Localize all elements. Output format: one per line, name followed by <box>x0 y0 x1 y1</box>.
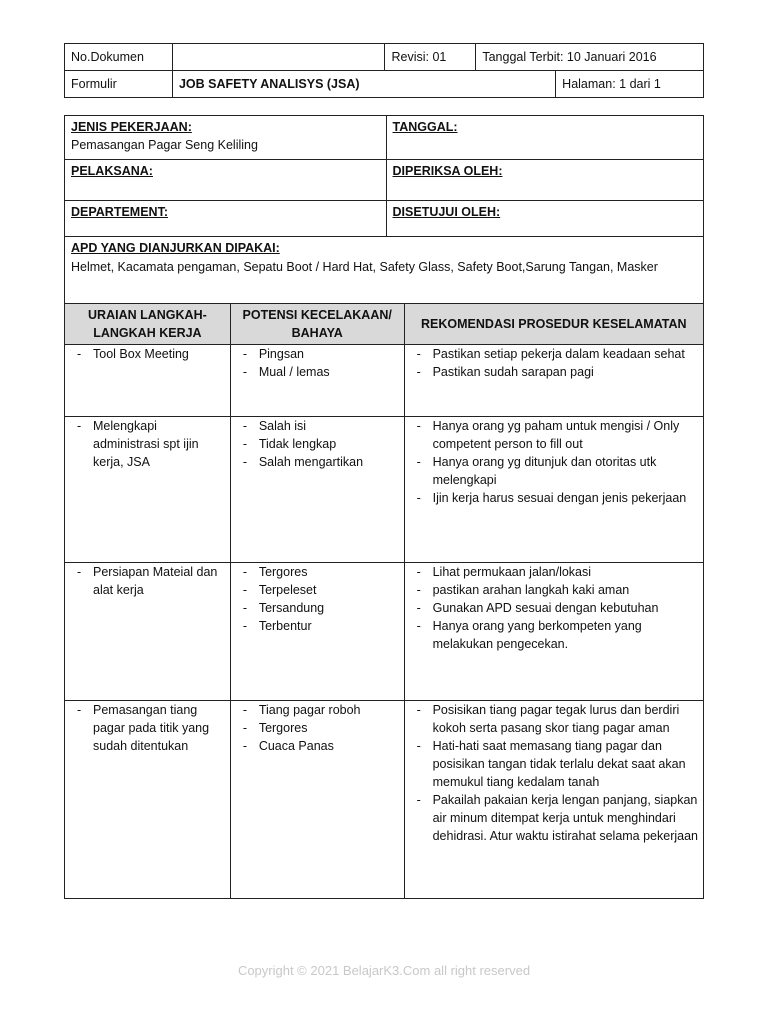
column-header-recommendations: REKOMENDASI PROSEDUR KESELAMATAN <box>404 304 703 345</box>
document-header-table <box>64 43 704 98</box>
formulir-label: Formulir <box>65 71 173 98</box>
halaman: Halaman: 1 dari 1 <box>556 71 704 98</box>
recommendation-cell-list <box>415 563 699 653</box>
list-item: - Hanya orang yang berkompeten yang melakukan pengecekan. <box>415 617 699 653</box>
table-row <box>65 417 704 563</box>
list-item: - Tersandung <box>241 599 400 617</box>
list-item: - Tergores <box>241 563 400 581</box>
departemen-label: DEPARTEMENT: <box>71 205 168 219</box>
table-row <box>65 345 704 417</box>
disetujui-cell <box>386 201 703 237</box>
step-cell-list <box>75 701 226 755</box>
form-title: JOB SAFETY ANALISYS (JSA) <box>172 71 555 98</box>
recommendation-cell <box>404 701 703 899</box>
jenis-pekerjaan-value: Pemasangan Pagar Seng Keliling <box>71 138 258 152</box>
list-item: - Hati-hati saat memasang tiang pagar dan posisikan tangan tidak terlalu dekat saat akan memukul tiang kedalam tanah <box>415 737 699 791</box>
list-item: - Salah isi <box>241 417 400 435</box>
diperiksa-oleh-label: DIPERIKSA OLEH: <box>392 164 503 178</box>
no-dokumen-value <box>172 44 385 71</box>
step-cell-list <box>75 417 226 471</box>
list-item: - Mual / lemas <box>241 363 400 381</box>
list-item: - Pemasangan tiang pagar pada titik yang sudah ditentukan <box>75 701 226 755</box>
list-item: - Pingsan <box>241 345 400 363</box>
jenis-pekerjaan-cell <box>65 116 387 160</box>
apd-cell <box>65 237 704 308</box>
column-header-steps: URAIAN LANGKAH-LANGKAH KERJA <box>65 304 231 345</box>
step-cell <box>65 563 231 701</box>
list-item: - Tergores <box>241 719 400 737</box>
hazard-cell-list <box>241 701 400 755</box>
step-cell-list <box>75 563 226 599</box>
list-item: - Terbentur <box>241 617 400 635</box>
departemen-cell <box>65 201 387 237</box>
tanggal-terbit: Tanggal Terbit: 10 Januari 2016 <box>476 44 704 71</box>
step-cell <box>65 417 231 563</box>
step-cell <box>65 345 231 417</box>
hazard-cell-list <box>241 417 400 471</box>
column-header-hazards: POTENSI KECELAKAAN/ BAHAYA <box>230 304 404 345</box>
recommendation-cell <box>404 417 703 563</box>
pelaksana-label: PELAKSANA: <box>71 164 153 178</box>
list-item: - Terpeleset <box>241 581 400 599</box>
hazard-cell-list <box>241 563 400 635</box>
diperiksa-cell <box>386 160 703 201</box>
list-item: - Hanya orang yg ditunjuk dan otoritas utk melengkapi <box>415 453 699 489</box>
hazard-cell <box>230 417 404 563</box>
list-item: - Posisikan tiang pagar tegak lurus dan berdiri kokoh serta pasang skor tiang pagar aman <box>415 701 699 737</box>
copyright-footer: Copyright © 2021 BelajarK3.Com all right reserved <box>237 963 531 978</box>
disetujui-oleh-label: DISETUJUI OLEH: <box>392 205 501 219</box>
jsa-steps-table <box>64 303 704 899</box>
list-item: - Cuaca Panas <box>241 737 400 755</box>
list-item: - Pakailah pakaian kerja lengan panjang, siapkan air minum ditempat kerja untuk menghindari dehidrasi. Atur waktu istirahat selama pekerjaan <box>415 791 699 845</box>
hazard-cell <box>230 701 404 899</box>
apd-label: APD YANG DIANJURKAN DIPAKAI: <box>71 241 280 255</box>
recommendation-cell-list <box>415 345 699 381</box>
recommendation-cell <box>404 563 703 701</box>
list-item: - Hanya orang yg paham untuk mengisi / Only competent person to fill out <box>415 417 699 453</box>
list-item: - Tiang pagar roboh <box>241 701 400 719</box>
list-item: - Ijin kerja harus sesuai dengan jenis pekerjaan <box>415 489 699 507</box>
no-dokumen-label: No.Dokumen <box>65 44 173 71</box>
pelaksana-cell <box>65 160 387 201</box>
revisi-label: Revisi: 01 <box>385 44 476 71</box>
apd-value: Helmet, Kacamata pengaman, Sepatu Boot / Hard Hat, Safety Glass, Safety Boot,Sarung Tangan, Masker <box>71 260 658 274</box>
hazard-cell <box>230 563 404 701</box>
recommendation-cell-list <box>415 417 699 507</box>
recommendation-cell-list <box>415 701 699 845</box>
table-row <box>65 701 704 899</box>
table-row <box>65 563 704 701</box>
step-cell <box>65 701 231 899</box>
recommendation-cell <box>404 345 703 417</box>
list-item: - Pastikan setiap pekerja dalam keadaan sehat <box>415 345 699 363</box>
hazard-cell <box>230 345 404 417</box>
hazard-cell-list <box>241 345 400 381</box>
list-item: - Salah mengartikan <box>241 453 400 471</box>
tanggal-cell <box>386 116 703 160</box>
step-cell-list <box>75 345 226 363</box>
list-item: - Gunakan APD sesuai dengan kebutuhan <box>415 599 699 617</box>
list-item: - pastikan arahan langkah kaki aman <box>415 581 699 599</box>
job-info-table <box>64 115 704 308</box>
tanggal-label: TANGGAL: <box>392 120 458 134</box>
list-item: - Persiapan Mateial dan alat kerja <box>75 563 226 599</box>
list-item: - Tidak lengkap <box>241 435 400 453</box>
list-item: - Pastikan sudah sarapan pagi <box>415 363 699 381</box>
list-item: - Melengkapi administrasi spt ijin kerja, JSA <box>75 417 226 471</box>
list-item: - Tool Box Meeting <box>75 345 226 363</box>
list-item: - Lihat permukaan jalan/lokasi <box>415 563 699 581</box>
jenis-pekerjaan-label: JENIS PEKERJAAN: <box>71 120 192 134</box>
